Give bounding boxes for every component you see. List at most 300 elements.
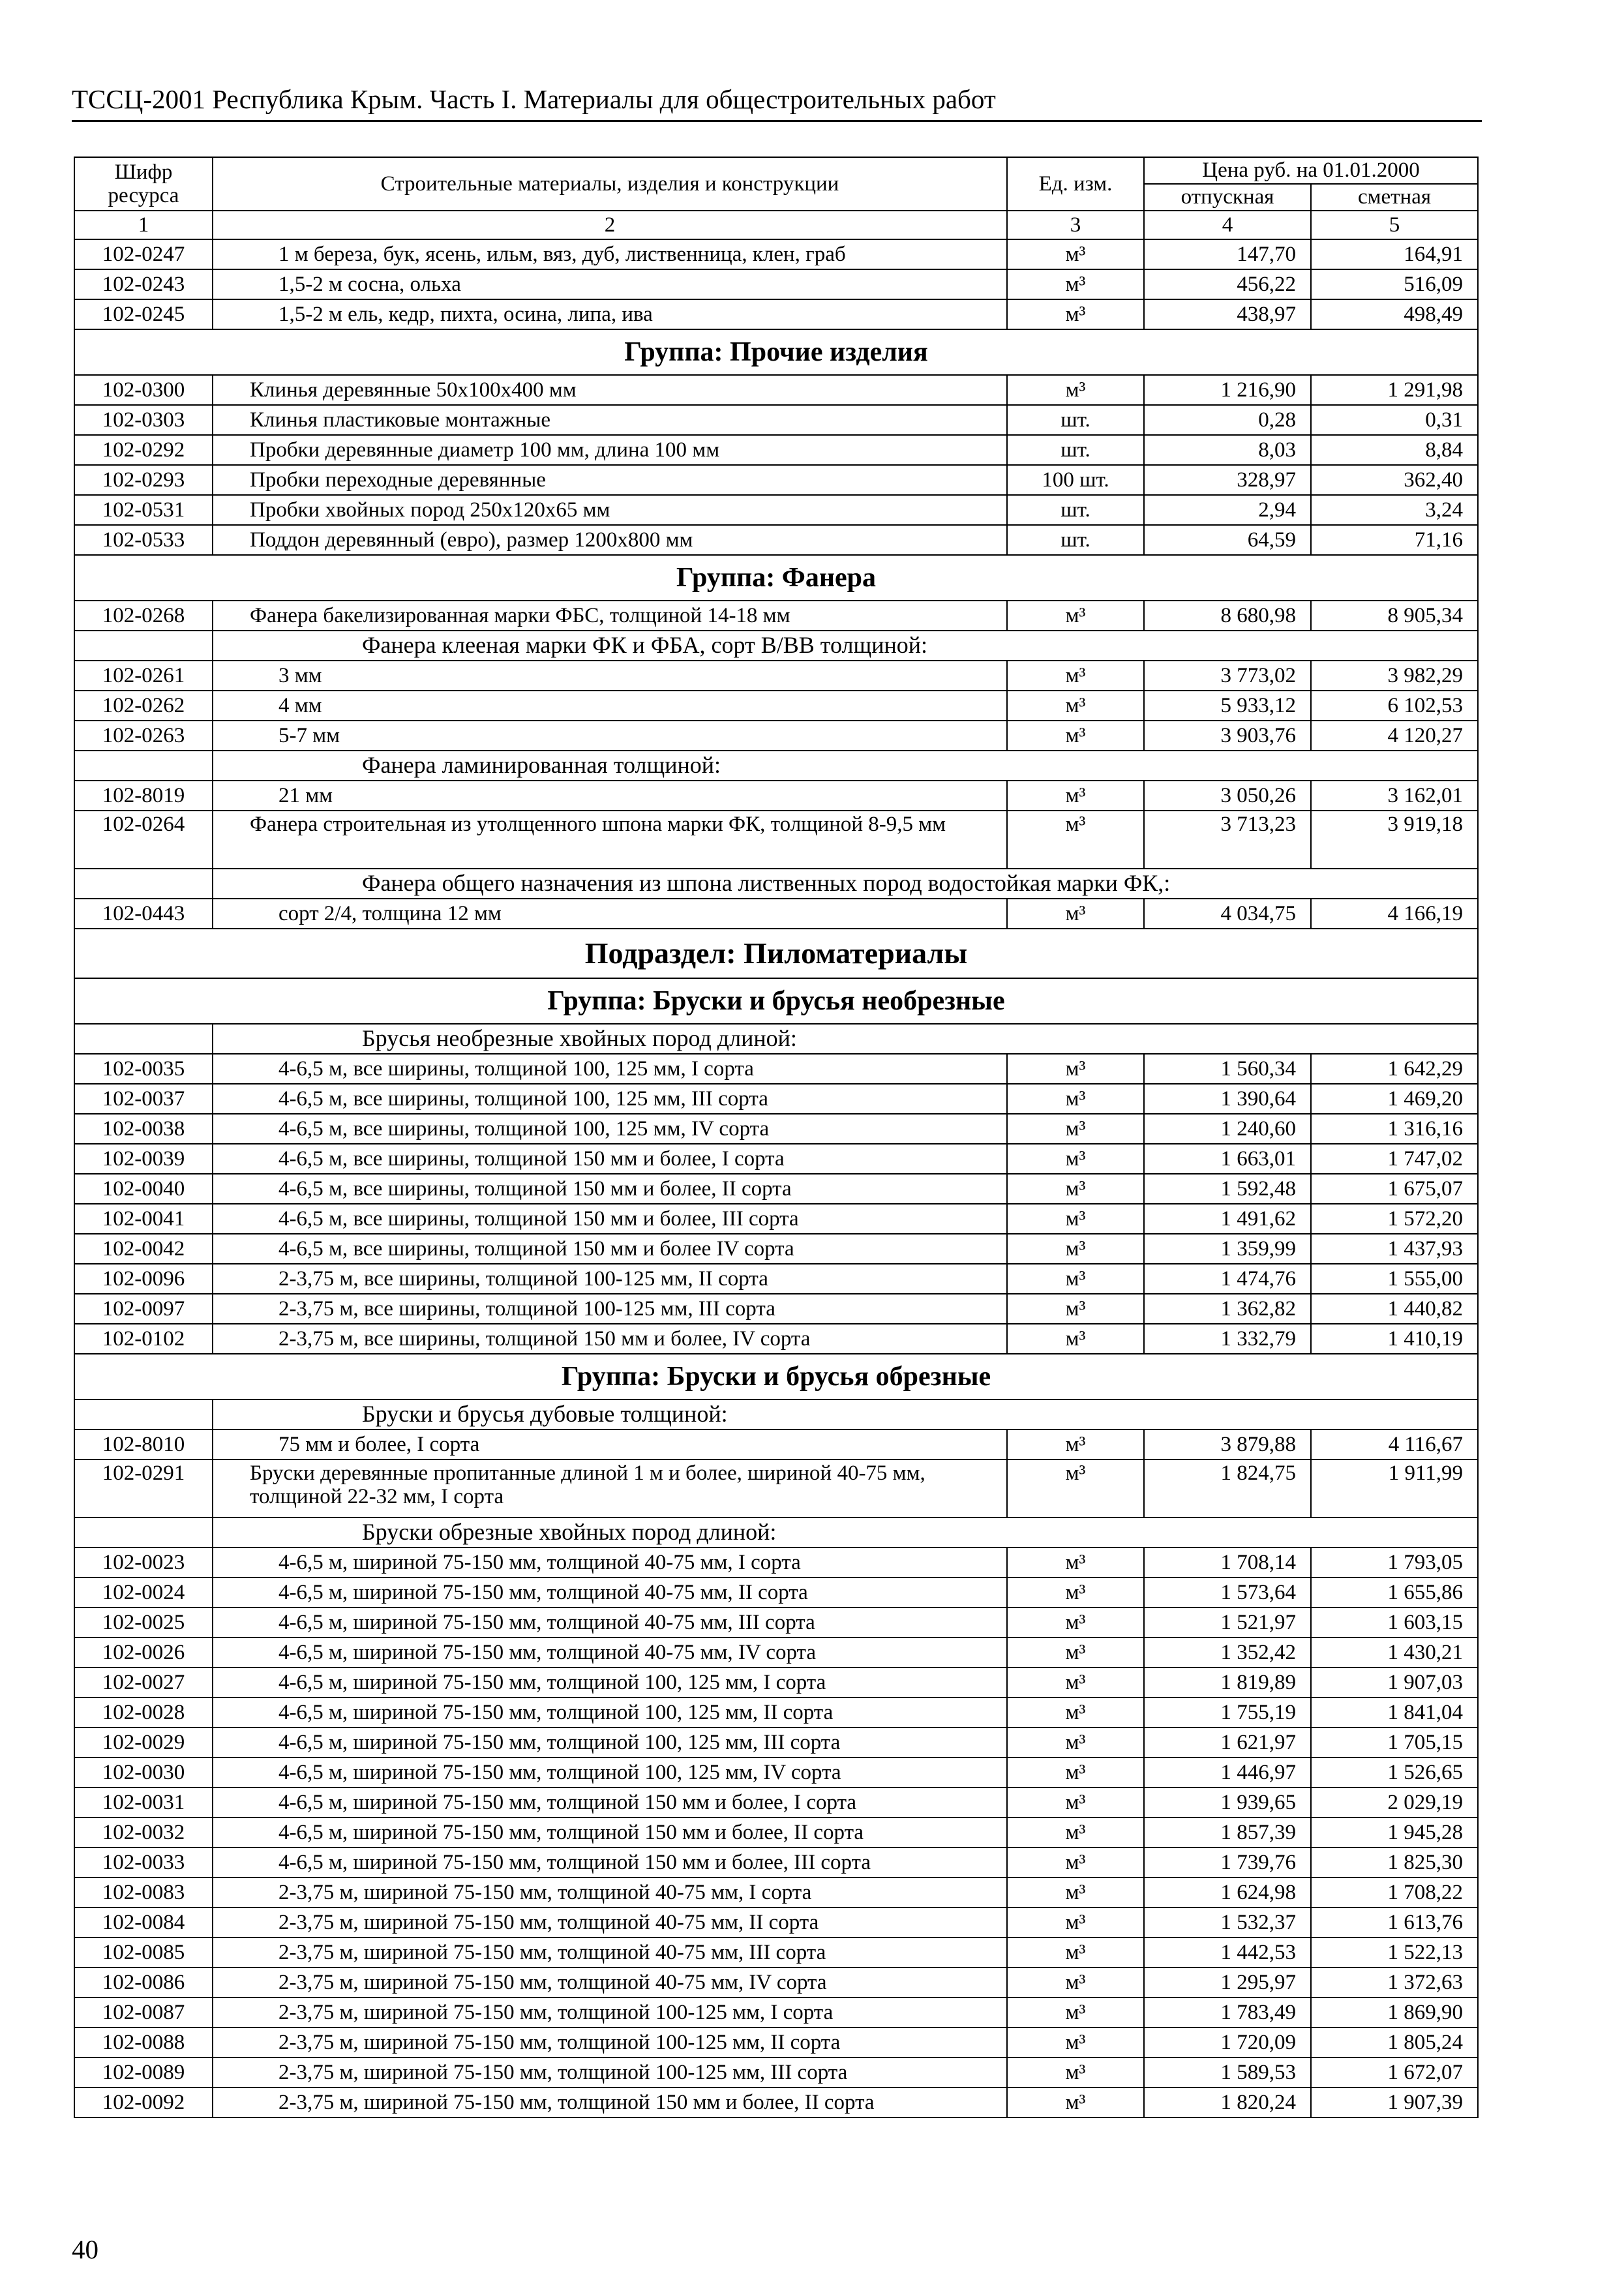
resource-name: 4-6,5 м, все ширины, толщиной 100, 125 мм, I сорта (213, 1054, 1007, 1084)
subheading-code-cell (74, 631, 213, 661)
estimate-price: 2 029,19 (1311, 1788, 1478, 1818)
estimate-price: 1 555,00 (1311, 1264, 1478, 1294)
resource-name: 4-6,5 м, шириной 75-150 мм, толщиной 40-75 мм, I сорта (213, 1548, 1007, 1578)
resource-name: 4-6,5 м, все ширины, толщиной 150 мм и более, I сорта (213, 1144, 1007, 1174)
resource-name: 2-3,75 м, шириной 75-150 мм, толщиной 100-125 мм, I сорта (213, 1997, 1007, 2027)
resource-name: 2-3,75 м, шириной 75-150 мм, толщиной 40-75 мм, II сорта (213, 1908, 1007, 1937)
resource-code: 102-0097 (74, 1294, 213, 1324)
subheading-row (74, 1399, 1478, 1429)
resource-name: 4-6,5 м, шириной 75-150 мм, толщиной 100, 125 мм, I сорта (213, 1668, 1007, 1698)
table-row (74, 1698, 1478, 1728)
release-price: 1 390,64 (1144, 1084, 1311, 1114)
resource-code: 102-0030 (74, 1758, 213, 1788)
column-number: 5 (1311, 211, 1478, 239)
unit-of-measure: м³ (1007, 239, 1144, 269)
estimate-price: 1 526,65 (1311, 1758, 1478, 1788)
resource-name: 4 мм (213, 691, 1007, 721)
column-header-code: Шифр ресурса (74, 157, 213, 211)
unit-of-measure: м³ (1007, 1728, 1144, 1758)
resource-code: 102-0264 (74, 811, 213, 869)
resource-name: 4-6,5 м, шириной 75-150 мм, толщиной 100, 125 мм, IV сорта (213, 1758, 1007, 1788)
resource-name: 4-6,5 м, все ширины, толщиной 100, 125 мм, IV сорта (213, 1114, 1007, 1144)
resource-name: 21 мм (213, 781, 1007, 811)
column-header-unit: Ед. изм. (1007, 157, 1144, 211)
subheading-text: Бруски обрезные хвойных пород длиной: (213, 1518, 1478, 1548)
unit-of-measure: 100 шт. (1007, 465, 1144, 495)
unit-of-measure: м³ (1007, 1054, 1144, 1084)
resource-price-table (74, 157, 1479, 2118)
release-price: 3 903,76 (1144, 721, 1311, 751)
unit-of-measure: м³ (1007, 1144, 1144, 1174)
resource-code: 102-0028 (74, 1698, 213, 1728)
resource-code: 102-0026 (74, 1638, 213, 1668)
estimate-price: 3 982,29 (1311, 661, 1478, 691)
release-price: 64,59 (1144, 525, 1311, 555)
resource-name: 4-6,5 м, шириной 75-150 мм, толщиной 100, 125 мм, II сорта (213, 1698, 1007, 1728)
group-heading-row (74, 978, 1478, 1024)
unit-of-measure: шт. (1007, 405, 1144, 435)
release-price: 1 824,75 (1144, 1459, 1311, 1518)
group-heading: Группа: Прочие изделия (74, 329, 1478, 375)
table-row (74, 375, 1478, 405)
resource-name: 2-3,75 м, шириной 75-150 мм, толщиной 100-125 мм, III сорта (213, 2057, 1007, 2087)
table-row (74, 721, 1478, 751)
table-row (74, 1174, 1478, 1204)
resource-code: 102-0029 (74, 1728, 213, 1758)
release-price: 1 560,34 (1144, 1054, 1311, 1084)
unit-of-measure: м³ (1007, 1234, 1144, 1264)
estimate-price: 1 372,63 (1311, 1967, 1478, 1997)
resource-code: 102-0086 (74, 1967, 213, 1997)
table-row (74, 1967, 1478, 1997)
release-price: 3 050,26 (1144, 781, 1311, 811)
resource-code: 102-0024 (74, 1578, 213, 1608)
page-header: ТССЦ-2001 Республика Крым. Часть I. Материалы для общестроительных работ (72, 84, 996, 114)
release-price: 1 573,64 (1144, 1578, 1311, 1608)
resource-name: 4-6,5 м, шириной 75-150 мм, толщиной 150 мм и более, I сорта (213, 1788, 1007, 1818)
column-header-release-price: отпускная (1144, 184, 1311, 211)
release-price: 1 939,65 (1144, 1788, 1311, 1818)
resource-code: 102-0531 (74, 495, 213, 525)
resource-code: 102-0032 (74, 1818, 213, 1848)
table-row (74, 495, 1478, 525)
release-price: 328,97 (1144, 465, 1311, 495)
resource-name: 2-3,75 м, шириной 75-150 мм, толщиной 100-125 мм, II сорта (213, 2027, 1007, 2057)
table-row (74, 691, 1478, 721)
unit-of-measure: м³ (1007, 1848, 1144, 1878)
unit-of-measure: м³ (1007, 781, 1144, 811)
resource-name: Фанера бакелизированная марки ФБС, толщиной 14-18 мм (213, 601, 1007, 631)
subheading-text: Фанера клееная марки ФК и ФБА, сорт В/ВВ толщиной: (213, 631, 1478, 661)
table-row (74, 1997, 1478, 2027)
subheading-text: Бруски и брусья дубовые толщиной: (213, 1399, 1478, 1429)
table-row (74, 239, 1478, 269)
unit-of-measure: м³ (1007, 1908, 1144, 1937)
table-row (74, 1908, 1478, 1937)
resource-code: 102-0041 (74, 1204, 213, 1234)
resource-code: 102-0291 (74, 1459, 213, 1518)
table-row (74, 1429, 1478, 1459)
estimate-price: 1 410,19 (1311, 1324, 1478, 1354)
subheading-code-cell (74, 1024, 213, 1054)
unit-of-measure: м³ (1007, 1548, 1144, 1578)
column-header-name: Строительные материалы, изделия и конструкции (213, 157, 1007, 211)
table-row (74, 781, 1478, 811)
resource-code: 102-0083 (74, 1878, 213, 1908)
resource-code: 102-0303 (74, 405, 213, 435)
subheading-row (74, 1518, 1478, 1548)
release-price: 1 755,19 (1144, 1698, 1311, 1728)
estimate-price: 1 572,20 (1311, 1204, 1478, 1234)
resource-code: 102-0035 (74, 1054, 213, 1084)
resource-name: 4-6,5 м, шириной 75-150 мм, толщиной 150 мм и более, II сорта (213, 1818, 1007, 1848)
estimate-price: 1 708,22 (1311, 1878, 1478, 1908)
resource-name: сорт 2/4, толщина 12 мм (213, 899, 1007, 929)
release-price: 8 680,98 (1144, 601, 1311, 631)
unit-of-measure: м³ (1007, 1937, 1144, 1967)
estimate-price: 1 911,99 (1311, 1459, 1478, 1518)
resource-name: Клинья пластиковые монтажные (213, 405, 1007, 435)
resource-code: 102-0261 (74, 661, 213, 691)
subheading-code-cell (74, 751, 213, 781)
release-price: 1 720,09 (1144, 2027, 1311, 2057)
subheading-code-cell (74, 869, 213, 899)
estimate-price: 1 747,02 (1311, 1144, 1478, 1174)
estimate-price: 3,24 (1311, 495, 1478, 525)
resource-code: 102-0096 (74, 1264, 213, 1294)
resource-name: Фанера строительная из утолщенного шпона марки ФК, толщиной 8-9,5 мм (213, 811, 1007, 869)
estimate-price: 8,84 (1311, 435, 1478, 465)
estimate-price: 516,09 (1311, 269, 1478, 299)
release-price: 3 713,23 (1144, 811, 1311, 869)
subheading-code-cell (74, 1518, 213, 1548)
estimate-price: 1 825,30 (1311, 1848, 1478, 1878)
estimate-price: 1 316,16 (1311, 1114, 1478, 1144)
table-row (74, 465, 1478, 495)
release-price: 1 663,01 (1144, 1144, 1311, 1174)
release-price: 1 474,76 (1144, 1264, 1311, 1294)
estimate-price: 4 120,27 (1311, 721, 1478, 751)
resource-code: 102-0033 (74, 1848, 213, 1878)
table-row (74, 1114, 1478, 1144)
table-row (74, 405, 1478, 435)
estimate-price: 1 805,24 (1311, 2027, 1478, 2057)
subheading-row (74, 631, 1478, 661)
unit-of-measure: м³ (1007, 1878, 1144, 1908)
resource-code: 102-0262 (74, 691, 213, 721)
resource-code: 102-0300 (74, 375, 213, 405)
group-heading: Группа: Бруски и брусья необрезные (74, 978, 1478, 1024)
release-price: 1 521,97 (1144, 1608, 1311, 1638)
unit-of-measure: м³ (1007, 1459, 1144, 1518)
subheading-text: Брусья необрезные хвойных пород длиной: (213, 1024, 1478, 1054)
resource-code: 102-0092 (74, 2087, 213, 2117)
release-price: 1 446,97 (1144, 1758, 1311, 1788)
release-price: 1 332,79 (1144, 1324, 1311, 1354)
table-row (74, 269, 1478, 299)
release-price: 1 295,97 (1144, 1967, 1311, 1997)
resource-name: 4-6,5 м, все ширины, толщиной 150 мм и более, III сорта (213, 1204, 1007, 1234)
release-price: 1 783,49 (1144, 1997, 1311, 2027)
group-heading-row (74, 555, 1478, 601)
resource-name: 75 мм и более, I сорта (213, 1429, 1007, 1459)
release-price: 1 352,42 (1144, 1638, 1311, 1668)
unit-of-measure: м³ (1007, 269, 1144, 299)
resource-code: 102-0039 (74, 1144, 213, 1174)
release-price: 1 532,37 (1144, 1908, 1311, 1937)
table-row (74, 601, 1478, 631)
resource-code: 102-0042 (74, 1234, 213, 1264)
table-row (74, 1668, 1478, 1698)
column-number: 4 (1144, 211, 1311, 239)
table-row (74, 1084, 1478, 1114)
table-row (74, 1204, 1478, 1234)
table-row (74, 1878, 1478, 1908)
unit-of-measure: м³ (1007, 1578, 1144, 1608)
unit-of-measure: м³ (1007, 1698, 1144, 1728)
release-price: 3 773,02 (1144, 661, 1311, 691)
estimate-price: 1 642,29 (1311, 1054, 1478, 1084)
resource-code: 102-0533 (74, 525, 213, 555)
resource-name: 1,5-2 м ель, кедр, пихта, осина, липа, ива (213, 299, 1007, 329)
column-header-price: Цена руб. на 01.01.2000 (1144, 157, 1478, 184)
table-row (74, 1937, 1478, 1967)
estimate-price: 1 291,98 (1311, 375, 1478, 405)
unit-of-measure: м³ (1007, 2057, 1144, 2087)
subheading-row (74, 869, 1478, 899)
release-price: 438,97 (1144, 299, 1311, 329)
release-price: 1 624,98 (1144, 1878, 1311, 1908)
unit-of-measure: м³ (1007, 299, 1144, 329)
resource-code: 102-0245 (74, 299, 213, 329)
estimate-price: 3 919,18 (1311, 811, 1478, 869)
estimate-price: 498,49 (1311, 299, 1478, 329)
resource-name: 3 мм (213, 661, 1007, 691)
table-row (74, 1324, 1478, 1354)
resource-code: 102-0023 (74, 1548, 213, 1578)
table-row (74, 1234, 1478, 1264)
page-number: 40 (72, 2234, 98, 2264)
resource-name: Бруски деревянные пропитанные длиной 1 м и более, шириной 40-75 мм, толщиной 22-32 мм, I сорта (213, 1459, 1007, 1518)
resource-code: 102-0084 (74, 1908, 213, 1937)
unit-of-measure: шт. (1007, 495, 1144, 525)
unit-of-measure: м³ (1007, 1818, 1144, 1848)
subsection-heading-row (74, 929, 1478, 978)
estimate-price: 1 672,07 (1311, 2057, 1478, 2087)
table-row (74, 1459, 1478, 1518)
resource-code: 102-0038 (74, 1114, 213, 1144)
release-price: 3 879,88 (1144, 1429, 1311, 1459)
column-number: 1 (74, 211, 213, 239)
group-heading-row (74, 329, 1478, 375)
release-price: 5 933,12 (1144, 691, 1311, 721)
unit-of-measure: м³ (1007, 375, 1144, 405)
unit-of-measure: шт. (1007, 435, 1144, 465)
estimate-price: 164,91 (1311, 239, 1478, 269)
resource-name: 1,5-2 м сосна, ольха (213, 269, 1007, 299)
unit-of-measure: м³ (1007, 1788, 1144, 1818)
unit-of-measure: м³ (1007, 1084, 1144, 1114)
table-row (74, 1264, 1478, 1294)
resource-code: 102-0247 (74, 239, 213, 269)
table-row (74, 1578, 1478, 1608)
unit-of-measure: м³ (1007, 721, 1144, 751)
estimate-price: 0,31 (1311, 405, 1478, 435)
release-price: 1 362,82 (1144, 1294, 1311, 1324)
unit-of-measure: м³ (1007, 2027, 1144, 2057)
release-price: 1 820,24 (1144, 2087, 1311, 2117)
unit-of-measure: м³ (1007, 661, 1144, 691)
estimate-price: 1 437,93 (1311, 1234, 1478, 1264)
estimate-price: 4 166,19 (1311, 899, 1478, 929)
header-rule (72, 120, 1482, 122)
table-row (74, 1788, 1478, 1818)
group-heading: Группа: Фанера (74, 555, 1478, 601)
unit-of-measure: м³ (1007, 1264, 1144, 1294)
release-price: 1 857,39 (1144, 1818, 1311, 1848)
release-price: 4 034,75 (1144, 899, 1311, 929)
estimate-price: 1 907,03 (1311, 1668, 1478, 1698)
unit-of-measure: м³ (1007, 1429, 1144, 1459)
unit-of-measure: м³ (1007, 811, 1144, 869)
table-row (74, 1818, 1478, 1848)
group-heading-row (74, 1354, 1478, 1399)
table-row (74, 1728, 1478, 1758)
unit-of-measure: шт. (1007, 525, 1144, 555)
column-number: 2 (213, 211, 1007, 239)
unit-of-measure: м³ (1007, 601, 1144, 631)
table-row (74, 1758, 1478, 1788)
table-row (74, 435, 1478, 465)
subheading-text: Фанера ламинированная толщиной: (213, 751, 1478, 781)
resource-code: 102-0293 (74, 465, 213, 495)
release-price: 8,03 (1144, 435, 1311, 465)
resource-name: 2-3,75 м, шириной 75-150 мм, толщиной 150 мм и более, II сорта (213, 2087, 1007, 2117)
table-row (74, 1608, 1478, 1638)
unit-of-measure: м³ (1007, 2087, 1144, 2117)
resource-name: Пробки деревянные диаметр 100 мм, длина 100 мм (213, 435, 1007, 465)
estimate-price: 1 613,76 (1311, 1908, 1478, 1937)
resource-name: 2-3,75 м, все ширины, толщиной 100-125 мм, II сорта (213, 1264, 1007, 1294)
resource-code: 102-0102 (74, 1324, 213, 1354)
estimate-price: 1 945,28 (1311, 1818, 1478, 1848)
estimate-price: 3 162,01 (1311, 781, 1478, 811)
resource-name: 4-6,5 м, шириной 75-150 мм, толщиной 40-75 мм, IV сорта (213, 1638, 1007, 1668)
release-price: 1 491,62 (1144, 1204, 1311, 1234)
resource-name: Пробки переходные деревянные (213, 465, 1007, 495)
resource-name: 5-7 мм (213, 721, 1007, 751)
release-price: 1 442,53 (1144, 1937, 1311, 1967)
release-price: 1 739,76 (1144, 1848, 1311, 1878)
table-body (74, 239, 1478, 2117)
table-row (74, 2087, 1478, 2117)
resource-code: 102-0037 (74, 1084, 213, 1114)
table-row (74, 1548, 1478, 1578)
unit-of-measure: м³ (1007, 1997, 1144, 2027)
unit-of-measure: м³ (1007, 1174, 1144, 1204)
release-price: 0,28 (1144, 405, 1311, 435)
estimate-price: 1 655,86 (1311, 1578, 1478, 1608)
unit-of-measure: м³ (1007, 1204, 1144, 1234)
resource-code: 102-8019 (74, 781, 213, 811)
estimate-price: 8 905,34 (1311, 601, 1478, 631)
subheading-code-cell (74, 1399, 213, 1429)
estimate-price: 1 440,82 (1311, 1294, 1478, 1324)
subheading-text: Фанера общего назначения из шпона лиственных пород водостойкая марки ФК,: (213, 869, 1478, 899)
table-row (74, 299, 1478, 329)
column-header-estimate-price: сметная (1311, 184, 1478, 211)
release-price: 1 592,48 (1144, 1174, 1311, 1204)
resource-name: 4-6,5 м, шириной 75-150 мм, толщиной 40-75 мм, III сорта (213, 1608, 1007, 1638)
estimate-price: 1 793,05 (1311, 1548, 1478, 1578)
resource-code: 102-0089 (74, 2057, 213, 2087)
estimate-price: 362,40 (1311, 465, 1478, 495)
resource-code: 102-0087 (74, 1997, 213, 2027)
resource-code: 102-0263 (74, 721, 213, 751)
group-heading: Группа: Бруски и брусья обрезные (74, 1354, 1478, 1399)
subheading-row (74, 751, 1478, 781)
table-row (74, 1054, 1478, 1084)
release-price: 147,70 (1144, 239, 1311, 269)
subsection-heading: Подраздел: Пиломатериалы (74, 929, 1478, 978)
table-row (74, 525, 1478, 555)
estimate-price: 1 869,90 (1311, 1997, 1478, 2027)
table-row (74, 1144, 1478, 1174)
estimate-price: 1 841,04 (1311, 1698, 1478, 1728)
unit-of-measure: м³ (1007, 691, 1144, 721)
resource-name: 2-3,75 м, все ширины, толщиной 100-125 мм, III сорта (213, 1294, 1007, 1324)
release-price: 1 819,89 (1144, 1668, 1311, 1698)
estimate-price: 1 907,39 (1311, 2087, 1478, 2117)
table-row (74, 899, 1478, 929)
resource-code: 102-0268 (74, 601, 213, 631)
unit-of-measure: м³ (1007, 1758, 1144, 1788)
release-price: 1 216,90 (1144, 375, 1311, 405)
unit-of-measure: м³ (1007, 1608, 1144, 1638)
unit-of-measure: м³ (1007, 1668, 1144, 1698)
estimate-price: 1 705,15 (1311, 1728, 1478, 1758)
resource-code: 102-0292 (74, 435, 213, 465)
resource-name: Клинья деревянные 50х100х400 мм (213, 375, 1007, 405)
resource-name: 2-3,75 м, шириной 75-150 мм, толщиной 40-75 мм, IV сорта (213, 1967, 1007, 1997)
resource-name: Пробки хвойных пород 250х120х65 мм (213, 495, 1007, 525)
table-row (74, 2057, 1478, 2087)
subheading-row (74, 1024, 1478, 1054)
release-price: 1 708,14 (1144, 1548, 1311, 1578)
resource-code: 102-8010 (74, 1429, 213, 1459)
estimate-price: 1 675,07 (1311, 1174, 1478, 1204)
resource-name: 2-3,75 м, шириной 75-150 мм, толщиной 40-75 мм, I сорта (213, 1878, 1007, 1908)
table-row (74, 1294, 1478, 1324)
resource-name: 1 м береза, бук, ясень, ильм, вяз, дуб, лиственница, клен, граб (213, 239, 1007, 269)
release-price: 2,94 (1144, 495, 1311, 525)
table-row (74, 1638, 1478, 1668)
estimate-price: 1 603,15 (1311, 1608, 1478, 1638)
resource-code: 102-0443 (74, 899, 213, 929)
estimate-price: 6 102,53 (1311, 691, 1478, 721)
column-number: 3 (1007, 211, 1144, 239)
resource-code: 102-0027 (74, 1668, 213, 1698)
resource-code: 102-0025 (74, 1608, 213, 1638)
resource-name: 4-6,5 м, все ширины, толщиной 150 мм и более IV сорта (213, 1234, 1007, 1264)
resource-code: 102-0243 (74, 269, 213, 299)
resource-name: 2-3,75 м, все ширины, толщиной 150 мм и более, IV сорта (213, 1324, 1007, 1354)
resource-name: 2-3,75 м, шириной 75-150 мм, толщиной 40-75 мм, III сорта (213, 1937, 1007, 1967)
estimate-price: 1 430,21 (1311, 1638, 1478, 1668)
resource-name: 4-6,5 м, все ширины, толщиной 150 мм и более, II сорта (213, 1174, 1007, 1204)
resource-name: 4-6,5 м, все ширины, толщиной 100, 125 мм, III сорта (213, 1084, 1007, 1114)
estimate-price: 71,16 (1311, 525, 1478, 555)
